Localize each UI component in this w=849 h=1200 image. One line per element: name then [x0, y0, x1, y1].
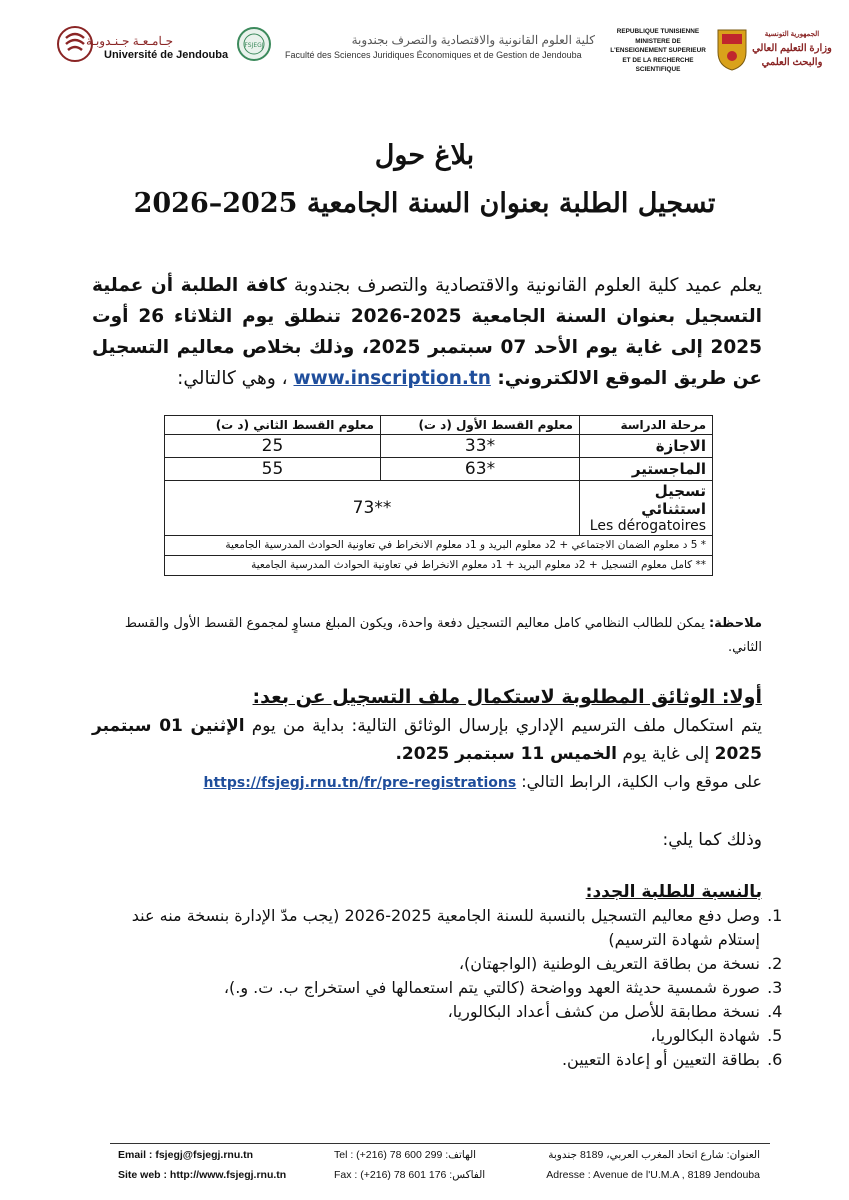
- page-title: بلاغ حول: [374, 140, 475, 171]
- site-line: [92, 772, 762, 791]
- ministry-ar-line: وزارة التعليم العالي: [752, 43, 832, 54]
- page-subtitle: تسجيل الطلبة بعنوان السنة الجامعية 2025–2026: [133, 188, 716, 219]
- table-row: [165, 458, 713, 481]
- footer-website: Site web : http://www.fsjegj.rnu.tn: [118, 1169, 287, 1181]
- inscription-link[interactable]: www.inscription.tn: [293, 368, 491, 389]
- header-level: مرحلة الدراسة: [580, 416, 713, 435]
- exceptional-label-ar: تسجيل استثنائي: [641, 482, 706, 518]
- remark-text: يمكن للطالب النظامي كامل معاليم التسجيل دفعة واحدة، ويكون المبلغ مساوٍ لمجموع القسط الأول والقسط الثاني.: [124, 616, 762, 655]
- intro-text-bold: كافة الطلبة: [180, 275, 287, 296]
- ministry-fr-line: ET DE LA RECHERCHE: [622, 56, 694, 64]
- table-note-1: * 5 د معلوم الضمان الاجتماعي + 2د معلوم البريد و 1د معلوم الانخراط في تعاونية الحوادث المدرسية الجامعية: [165, 536, 713, 556]
- section-body-c: إلى غاية يوم: [617, 744, 715, 764]
- ministry-fr-line: MINISTERE DE: [635, 37, 681, 45]
- footer-email: Email : fsjegj@fsjegj.rnu.tn: [118, 1149, 254, 1161]
- footer-divider: [110, 1143, 770, 1144]
- list-item: 3. صورة شمسية حديثة العهد وواضحة (كالتي يتم استعمالها في استخراج ب. ت. و.)،: [92, 976, 762, 1000]
- table-note-row: [165, 556, 713, 576]
- list-item: 1. وصل دفع معاليم التسجيل بالنسبة للسنة الجامعية 2025-2026 (يجب مدّ الإدارة بنسخة منه عند إستلام شهادة الترسيم): [92, 904, 762, 952]
- also-text: وذلك كما يلي:: [662, 830, 762, 850]
- university-name-fr: Université de Jendouba: [104, 49, 229, 61]
- ministry-ar-line: والبحث العلمي: [761, 57, 823, 68]
- section-title: أولا: الوثائق المطلوبة لاستكمال ملف التسجيل عن بعد:: [252, 686, 762, 708]
- list-item: 6. بطاقة التعيين أو إعادة التعيين.: [92, 1048, 762, 1072]
- faculty-logo-text: FSJEGJ: [244, 42, 264, 49]
- intro-text-2: أن عملية التسجيل بعنوان السنة الجامعية 2025-2026 تنطلق يوم الثلاثاء 26 أوت 2025 إلى غاية يوم الأحد 07 سبتمبر 2025، وذلك بخلاص معاليم التسجيل عن طريق الموقع الالكتروني:: [92, 275, 762, 389]
- ministry-fr-line: REPUBLIQUE TUNISIENNE: [616, 28, 700, 35]
- new-students-heading: بالنسبة للطلبة الجدد:: [585, 882, 762, 902]
- intro-text-1: يعلم عميد كلية العلوم القانونية والاقتصادية والتصرف بجندوبة: [286, 275, 762, 296]
- documents-list: [92, 904, 784, 1072]
- section-body: [92, 712, 762, 768]
- faculty-name-fr: Faculté des Sciences Juridiques Économiques et de Gestion de Jendouba: [285, 50, 582, 60]
- remark-label: ملاحظة:: [708, 616, 762, 631]
- pre-registration-link[interactable]: https://fsjegj.rnu.tn/fr/pre-registrations: [203, 775, 517, 791]
- intro-text-3: ، وهي كالتالي:: [177, 368, 294, 389]
- exceptional-fee-cell: **73: [165, 481, 580, 536]
- remark-paragraph: [92, 612, 762, 660]
- list-item: 5. شهادة البكالوريا،: [92, 1024, 762, 1048]
- list-item: 2. نسخة من بطاقة التعريف الوطنية (الواجهتان)،: [92, 952, 762, 976]
- footer-address-fr: Adresse : Avenue de l'U.M.A , 8189 Jendouba: [546, 1169, 760, 1181]
- table-row-exceptional: [165, 481, 713, 536]
- ministry-name-ar: [752, 28, 832, 70]
- exceptional-label: [580, 481, 713, 536]
- section-body-a: يتم استكمال ملف الترسيم الإداري بإرسال الوثائق التالية: بداية من يوم: [244, 716, 762, 736]
- faculty-logo: [236, 26, 272, 62]
- table-note-row: [165, 536, 713, 556]
- tunisia-emblem-icon: [714, 24, 750, 72]
- first-fee-cell: *63: [381, 458, 580, 481]
- ministry-fr-line: L'ENSEIGNEMENT SUPERIEUR: [610, 47, 706, 54]
- intro-paragraph: [92, 270, 762, 394]
- first-fee-cell: *33: [381, 435, 580, 458]
- university-name-ar: جـامـعـة جـنـدوبـة: [86, 34, 174, 48]
- section-body-d: الخميس 11 سبتمبر 2025.: [395, 744, 618, 764]
- fees-table: [164, 415, 713, 576]
- second-fee-cell: 55: [165, 458, 381, 481]
- list-item: 4. نسخة مطابقة للأصل من كشف أعداد البكالوريا،: [92, 1000, 762, 1024]
- site-line-text: على موقع واب الكلية، الرابط التالي:: [516, 772, 762, 791]
- table-note-2: ** كامل معلوم التسجيل + 2د معلوم البريد + 1د معلوم الانخراط في تعاونية الحوادث المدرسية الجامعية: [165, 556, 713, 576]
- footer-phone: Tel : (+216) 78 600 299 :الهاتف: [334, 1149, 477, 1161]
- footer-fax: Fax : (+216) 78 601 176 :الفاكس: [334, 1169, 486, 1181]
- level-cell: الاجازة: [580, 435, 713, 458]
- ministry-ar-line: الجمهورية التونسية: [764, 31, 820, 38]
- table-row: [165, 435, 713, 458]
- header-second-installment: معلوم القسط الثاني (د ت): [165, 416, 381, 435]
- ministry-fr-line: SCIENTIFIQUE: [635, 66, 681, 73]
- footer-address-ar: العنوان: شارع اتحاد المغرب العربي، 8189 جندوبة: [548, 1149, 760, 1161]
- ministry-name-fr: [606, 27, 710, 75]
- section-body-b: الإثنين 01 سبتمبر 2025: [92, 716, 762, 764]
- exceptional-label-fr: Les dérogatoires: [589, 518, 706, 534]
- faculty-name-ar: كلية العلوم القانونية والاقتصادية والتصرف بجندوبة: [351, 33, 595, 47]
- header-first-installment: معلوم القسط الأول (د ت): [381, 416, 580, 435]
- table-header-row: [165, 416, 713, 435]
- second-fee-cell: 25: [165, 435, 381, 458]
- level-cell: الماجستير: [580, 458, 713, 481]
